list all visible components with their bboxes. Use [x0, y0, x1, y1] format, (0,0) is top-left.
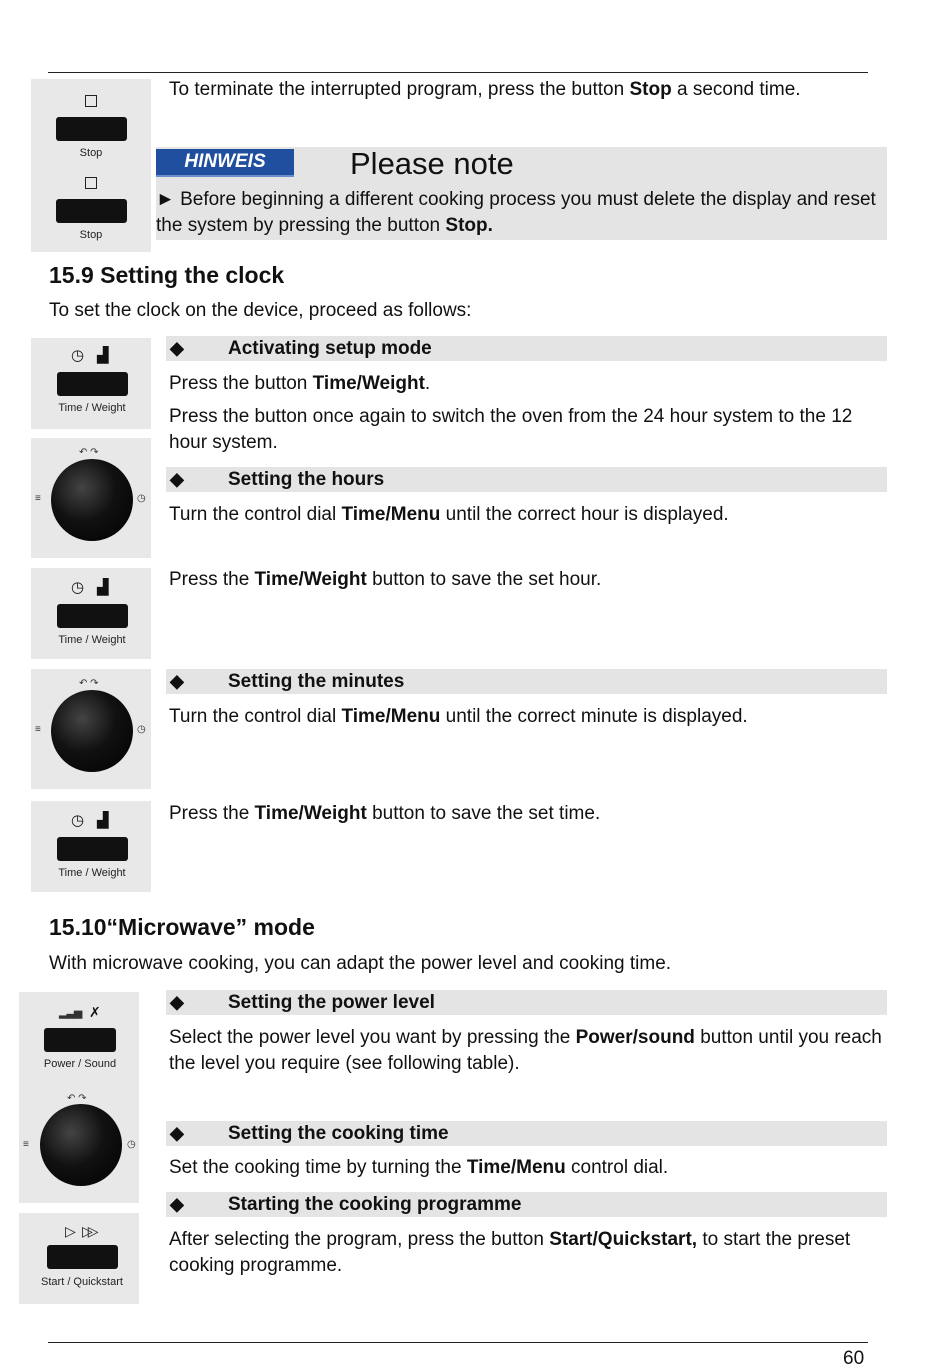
power-sound-caption: Power / Sound	[43, 1058, 117, 1070]
step-bar-hours: ◆ Setting the hours	[166, 467, 887, 492]
power-sound-button-graphic	[44, 1028, 116, 1052]
diamond-icon: ◆	[170, 1194, 184, 1214]
step-bar-cooking-time: ◆ Setting the cooking time	[166, 1121, 887, 1146]
header-rule	[48, 72, 868, 73]
note-box	[156, 147, 887, 240]
note-body: ► Before beginning a different cooking process you must delete the display and reset the system by pressing the button Stop.	[156, 189, 876, 236]
time-weight-button-graphic	[57, 604, 128, 628]
step3-text-1: Turn the control dial Time/Menu until the correct minute is displayed.	[169, 706, 748, 727]
time-weight-panel	[31, 801, 151, 892]
power-level-text: Select the power level you want by pressing the Power/sound button until you reach the level you require (see following table).	[169, 1027, 882, 1074]
dial-panel	[31, 669, 151, 789]
weight-icon: ▟	[97, 347, 109, 364]
start-quickstart-button-graphic	[47, 1245, 118, 1269]
dial-arrows-icon: ↶ ↷	[79, 447, 99, 458]
clock-icon: ◷	[71, 812, 85, 829]
stop-button-panel	[31, 79, 151, 252]
clock-intro: To set the clock on the device, proceed as follows:	[49, 300, 472, 321]
start-text: After selecting the program, press the button Start/Quickstart, to start the preset cooking programme.	[169, 1229, 851, 1276]
stop-caption: Stop	[79, 147, 103, 159]
page-number: 60	[843, 1348, 865, 1369]
section-heading-clock: 15.9 Setting the clock	[49, 262, 285, 288]
step-bar-minutes: ◆ Setting the minutes	[166, 669, 887, 694]
step-bar-activating: ◆ Activating setup mode	[166, 336, 887, 361]
play-icon: ▷	[65, 1223, 76, 1239]
time-weight-panel	[31, 568, 151, 659]
time-weight-button-graphic	[57, 372, 128, 396]
step-bar-start: ◆ Starting the cooking programme	[166, 1192, 887, 1217]
time-weight-panel	[31, 338, 151, 429]
stop-square-icon	[85, 95, 97, 107]
diamond-icon: ◆	[170, 992, 184, 1012]
control-dial	[51, 459, 133, 541]
step2-text-2: Press the Time/Weight button to save the set hour.	[169, 569, 602, 590]
start-quickstart-panel	[19, 1213, 139, 1304]
dial-panel	[31, 438, 151, 558]
control-dial	[51, 690, 133, 772]
clock-icon: ◷	[71, 579, 85, 596]
power-sound-panel	[19, 992, 139, 1203]
hinweis-badge: HINWEIS	[156, 149, 294, 175]
step3-text-2: Press the Time/Weight button to save the set time.	[169, 803, 601, 824]
fast-forward-icon: ▷▷	[82, 1223, 94, 1239]
step-bar-power-level: ◆ Setting the power level	[166, 990, 887, 1015]
clock-icon: ◷	[127, 1139, 136, 1150]
time-weight-caption: Time / Weight	[58, 402, 126, 414]
weight-icon: ▟	[97, 812, 109, 829]
mute-icon: ✗	[89, 1004, 101, 1020]
stop-button-graphic	[56, 199, 127, 223]
diamond-icon: ◆	[170, 469, 184, 489]
dial-arrows-icon: ↶ ↷	[79, 678, 99, 689]
start-quickstart-caption: Start / Quickstart	[41, 1276, 123, 1288]
time-weight-caption: Time / Weight	[58, 634, 126, 646]
weight-icon: ▟	[97, 579, 109, 596]
clock-icon: ◷	[137, 493, 146, 504]
stop-button-graphic	[56, 117, 127, 141]
step1-text-2: Press the button once again to switch the oven from the 24 hour system to the 12 hour system.	[169, 406, 853, 453]
terminate-text: To terminate the interrupted program, press the button Stop a second time.	[169, 79, 801, 100]
stop-square-icon	[85, 177, 97, 189]
list-icon: ≡	[23, 1139, 29, 1150]
footer-rule	[48, 1342, 868, 1343]
control-dial	[40, 1104, 122, 1186]
note-title: Please note	[350, 146, 514, 181]
list-icon: ≡	[35, 493, 41, 504]
section-heading-microwave: 15.10“Microwave” mode	[49, 914, 315, 940]
signal-icon: ▂▃▅	[59, 1007, 82, 1019]
clock-icon: ◷	[71, 347, 85, 364]
time-weight-button-graphic	[57, 837, 128, 861]
diamond-icon: ◆	[170, 338, 184, 358]
diamond-icon: ◆	[170, 1123, 184, 1143]
step2-text-1: Turn the control dial Time/Menu until the correct hour is displayed.	[169, 504, 729, 525]
clock-icon: ◷	[137, 724, 146, 735]
step1-text-1: Press the button Time/Weight.	[169, 373, 431, 394]
time-weight-caption: Time / Weight	[58, 867, 126, 879]
microwave-intro: With microwave cooking, you can adapt the power level and cooking time.	[49, 953, 672, 974]
diamond-icon: ◆	[170, 671, 184, 691]
list-icon: ≡	[35, 724, 41, 735]
dial-arrows-icon: ↶ ↷	[67, 1093, 87, 1104]
arrow-icon: ►	[156, 189, 175, 210]
cooking-time-text: Set the cooking time by turning the Time/Menu control dial.	[169, 1157, 669, 1178]
stop-caption: Stop	[79, 229, 103, 241]
